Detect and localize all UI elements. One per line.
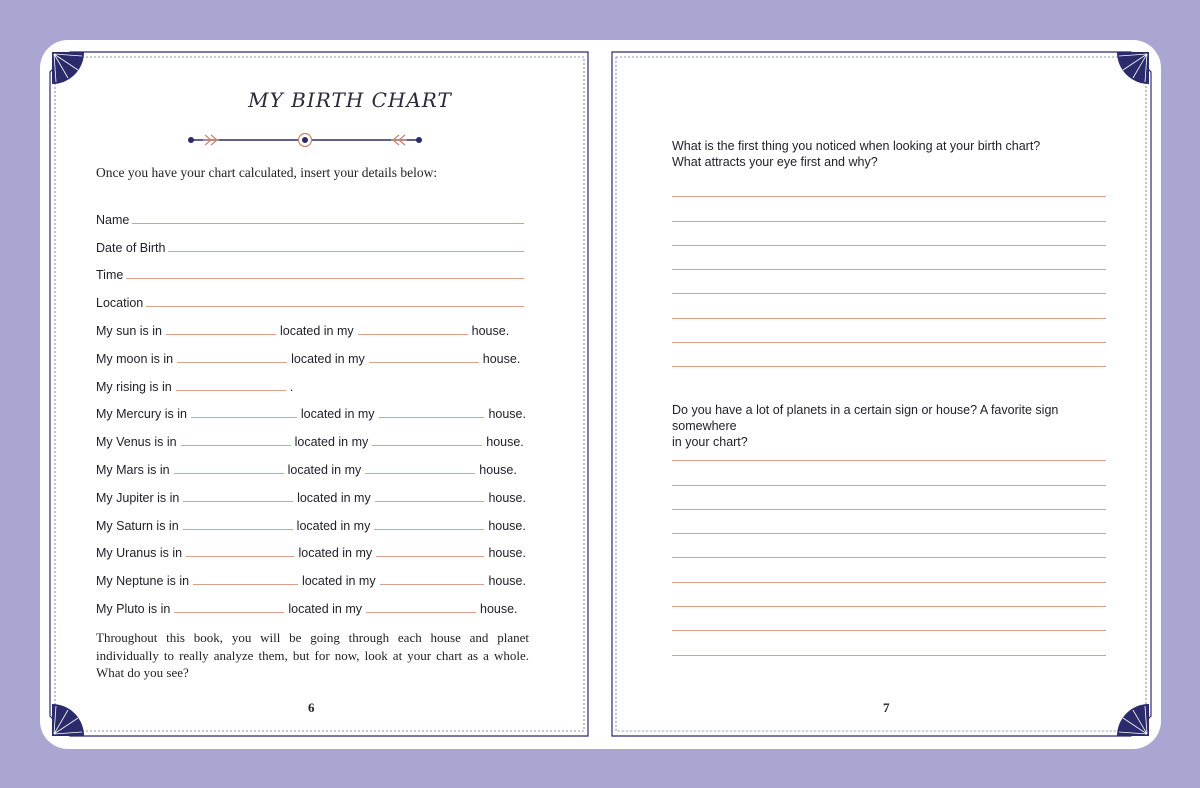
write-line[interactable] (672, 319, 1106, 343)
write-line[interactable] (672, 461, 1106, 485)
page-title: MY BIRTH CHART (248, 88, 452, 112)
sign-write-line[interactable] (193, 583, 298, 585)
placement-middle: located in my (287, 462, 362, 477)
answer-lines-1[interactable] (672, 173, 1106, 367)
sign-write-line[interactable] (183, 500, 293, 502)
book-spread (40, 40, 1161, 749)
field-label: Date of Birth (96, 240, 166, 255)
question-line: in your chart? (672, 435, 748, 449)
sign-write-line[interactable] (181, 444, 291, 446)
placement-middle: located in my (296, 518, 371, 533)
page-number-left: 6 (308, 700, 315, 715)
placement-mars (96, 449, 526, 477)
placement-suffix: house. (482, 351, 521, 366)
write-line[interactable] (672, 558, 1106, 582)
placement-prefix: My sun is in (96, 323, 162, 338)
write-line[interactable] (126, 277, 524, 279)
question-line: Do you have a lot of planets in a certain sign or house? A favorite sign somewhere (672, 403, 1059, 433)
placement-middle: located in my (297, 490, 371, 505)
placement-suffix: . (289, 379, 294, 394)
write-line[interactable] (672, 270, 1106, 294)
placement-middle: located in my (301, 574, 376, 589)
placement-neptune (96, 560, 526, 588)
corner-fan-top-right-icon (1117, 52, 1149, 84)
house-write-line[interactable] (369, 361, 479, 363)
sign-write-line[interactable] (174, 472, 284, 474)
details-form (96, 199, 526, 616)
placement-suffix: house. (471, 323, 510, 338)
sign-write-line[interactable] (166, 333, 276, 335)
sign-write-line[interactable] (174, 611, 284, 613)
house-write-line[interactable] (372, 444, 482, 446)
write-line[interactable] (672, 246, 1106, 270)
placement-middle: located in my (288, 601, 362, 616)
write-line[interactable] (672, 343, 1106, 367)
placement-uranus (96, 533, 526, 561)
placement-middle: located in my (300, 407, 375, 422)
placement-suffix: house. (488, 574, 526, 589)
sign-write-line[interactable] (191, 416, 297, 418)
placement-mercury (96, 394, 526, 422)
placement-rising (96, 366, 526, 394)
placement-prefix: My Uranus is in (96, 546, 183, 561)
placement-prefix: My Pluto is in (96, 601, 171, 616)
placement-prefix: My Mars is in (96, 462, 170, 477)
placement-saturn (96, 505, 526, 533)
placement-middle: located in my (294, 435, 369, 450)
arrow-divider-icon (185, 132, 425, 148)
write-line[interactable] (672, 173, 1106, 197)
write-line[interactable] (672, 486, 1106, 510)
write-line[interactable] (672, 631, 1106, 655)
intro-text: Once you have your chart calculated, insert your details below: (96, 165, 438, 180)
question-line: What is the first thing you noticed when looking at your birth chart? (672, 139, 1041, 153)
house-write-line[interactable] (380, 583, 485, 585)
question-first-noticed (672, 138, 1112, 170)
sign-write-line[interactable] (186, 555, 294, 557)
page-number-right: 7 (883, 700, 890, 715)
placement-suffix: house. (488, 546, 526, 561)
placement-prefix: My Saturn is in (96, 518, 179, 533)
write-line[interactable] (672, 294, 1106, 318)
field-location[interactable] (96, 282, 526, 310)
field-name[interactable] (96, 199, 526, 227)
write-line[interactable] (672, 583, 1106, 607)
placement-prefix: My Venus is in (96, 435, 177, 450)
corner-fan-top-left-icon (52, 52, 84, 84)
placement-suffix: house. (488, 407, 526, 422)
house-write-line[interactable] (366, 611, 476, 613)
field-label: Name (96, 212, 130, 227)
placement-prefix: My Neptune is in (96, 574, 190, 589)
field-label: Location (96, 296, 144, 311)
placement-suffix: house. (479, 462, 517, 477)
write-line[interactable] (168, 250, 524, 252)
house-write-line[interactable] (374, 528, 484, 530)
write-line[interactable] (672, 607, 1106, 631)
corner-fan-bottom-left-icon (52, 704, 84, 736)
house-write-line[interactable] (375, 500, 485, 502)
placement-prefix: My moon is in (96, 351, 174, 366)
placement-pluto (96, 588, 526, 616)
placement-venus (96, 421, 526, 449)
placement-jupiter (96, 477, 526, 505)
house-write-line[interactable] (376, 555, 484, 557)
placement-prefix: My Jupiter is in (96, 490, 180, 505)
answer-lines-2[interactable] (672, 437, 1106, 656)
placement-middle: located in my (280, 323, 354, 338)
house-write-line[interactable] (358, 333, 468, 335)
placement-suffix: house. (488, 518, 526, 533)
field-time[interactable] (96, 255, 526, 283)
field-label: Time (96, 268, 124, 283)
placement-sun (96, 310, 526, 338)
field-date-of-birth[interactable] (96, 227, 526, 255)
placement-middle: located in my (291, 351, 365, 366)
placement-moon (96, 338, 526, 366)
placement-suffix: house. (488, 490, 526, 505)
sign-write-line[interactable] (176, 389, 286, 391)
placement-suffix: house. (480, 601, 518, 616)
placement-prefix: My rising is in (96, 379, 172, 394)
corner-fan-bottom-right-icon (1117, 704, 1149, 736)
closing-text: Throughout this book, you will be going through each house and planet individually to really analyze them, but for now, look at your chart as a whole. What do you see? (96, 630, 529, 680)
write-line[interactable] (672, 510, 1106, 534)
write-line[interactable] (672, 197, 1106, 221)
write-line[interactable] (672, 437, 1106, 461)
write-line[interactable] (672, 534, 1106, 558)
placement-prefix: My Mercury is in (96, 407, 187, 422)
write-line[interactable] (672, 222, 1106, 246)
house-write-line[interactable] (379, 416, 485, 418)
write-line[interactable] (132, 222, 524, 224)
sign-write-line[interactable] (183, 528, 293, 530)
placement-middle: located in my (298, 546, 373, 561)
house-write-line[interactable] (365, 472, 475, 474)
sign-write-line[interactable] (177, 361, 287, 363)
placement-suffix: house. (486, 435, 524, 450)
question-line: What attracts your eye first and why? (672, 155, 878, 169)
write-line[interactable] (146, 305, 524, 307)
